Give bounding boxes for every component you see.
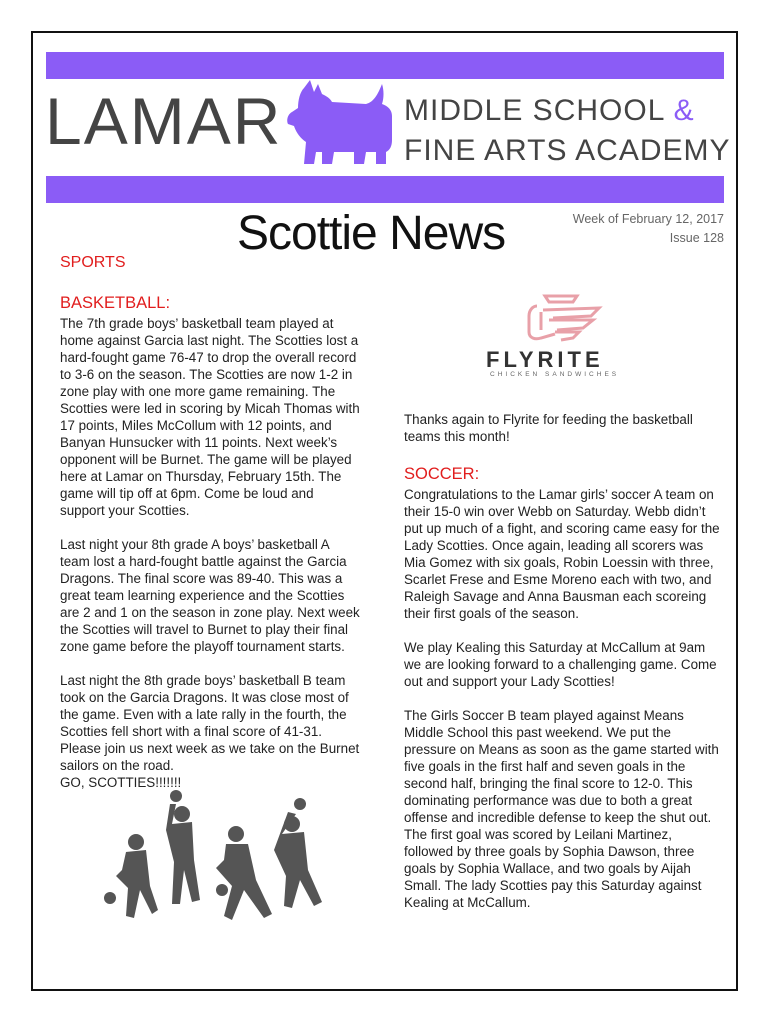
basketball-paragraph-8th-b: Last night the 8th grade boys’ basketball B team took on the Garcia Dragons. It was close most of the game. Even with a late rally in the fourth, the Scotties fell short with a final score of 41-31. Please join us next week as we take on the Burnet sailors on the road. [60, 673, 360, 773]
issue-number: Issue 128 [669, 231, 724, 245]
logo-fine-arts: FINE ARTS ACADEMY [404, 134, 731, 167]
flyrite-tagline: CHICKEN SANDWICHES [490, 371, 620, 378]
sponsor-thanks: Thanks again to Flyrite for feeding the basketball teams this month! [404, 412, 693, 444]
soccer-articles [404, 486, 724, 928]
basketball-paragraph-7th: The 7th grade boys’ basketball team played at home against Garcia last night. The Scotties lost a hard-fought game 76-47 to drop the overall record to 3-6 on the season. The Scotties are now 1-2 in zone play with one more game remaining. The Scotties were led in scoring by Micah Thomas with 17 points, Miles McCollum with 12 points, and Banyan Hunsucker with 11 points. Next week’s opponent will be Burnet. The game will be played here at Lamar on Thursday, February 15th. The game will tip off at 6pm. Come be loud and support your Scotties. [60, 316, 360, 518]
logo-middle-school [404, 96, 695, 126]
week-date: Week of February 12, 2017 [572, 212, 724, 226]
header-band-bottom [46, 176, 724, 203]
scottie-dog-icon [286, 80, 398, 166]
section-heading-soccer: SOCCER: [404, 465, 480, 483]
header-band-top [46, 52, 724, 79]
soccer-paragraph-a-team: Congratulations to the Lamar girls’ soccer A team on their 15-0 win over Webb on Saturday. Webb didn’t put up much of a fight, and scoring came easy for the Lady Scotties. Once again, leading all scorers was Mia Gomez with six goals, Robin Loessin with three, Scarlet Frese and Esme Moreno each with two, and Raleigh Savage and Anna Bausman each scoreing their first goals of the season. [404, 487, 720, 621]
logo-ampersand: & [673, 94, 695, 127]
basketball-players-illustration [96, 790, 336, 970]
basketball-cheer: GO, SCOTTIES!!!!!!! [60, 775, 182, 790]
newsletter-title: Scottie News [237, 207, 506, 260]
section-heading-basketball: BASKETBALL: [60, 294, 171, 312]
section-heading-sports: SPORTS [60, 254, 126, 271]
logo-lamar-text: LAMAR [45, 84, 283, 158]
flyrite-wordmark: FLYRITE [486, 347, 604, 372]
soccer-paragraph-b-team: The Girls Soccer B team played against Means Middle School this past weekend. We put the pressure on Means as soon as the game started with five goals in the first half and seven goals in the second half, bringing the final score to 12-0. This dominating performance was due to both a great offense and incredible defense to keep the shut out. The first goal was scored by Leilani Martinez, followed by three goals by Sophia Dawson, three goals by Sophia Wallace, and two goals by Aijah Small. The lady Scotties pay this Saturday against Kealing at McCallum. [404, 708, 719, 910]
basketball-articles [60, 315, 360, 808]
basketball-paragraph-8th-a: Last night your 8th grade A boys’ basketball A team lost a hard-fought battle against the Garcia Dragons. The final score was 89-40. This was a great team learning experience and the Scotties are 2 and 1 on the season in zone play. Next week the Scotties will travel to Burnet to play their final zone game before the playoff tournament starts. [60, 537, 360, 654]
logo-line1-text: MIDDLE SCHOOL [404, 94, 674, 127]
soccer-paragraph-kealing: We play Kealing this Saturday at McCallum at 9am we are looking forward to a challenging game. Come out and support your Lady Scotties! [404, 640, 717, 689]
issue-info [573, 210, 724, 248]
